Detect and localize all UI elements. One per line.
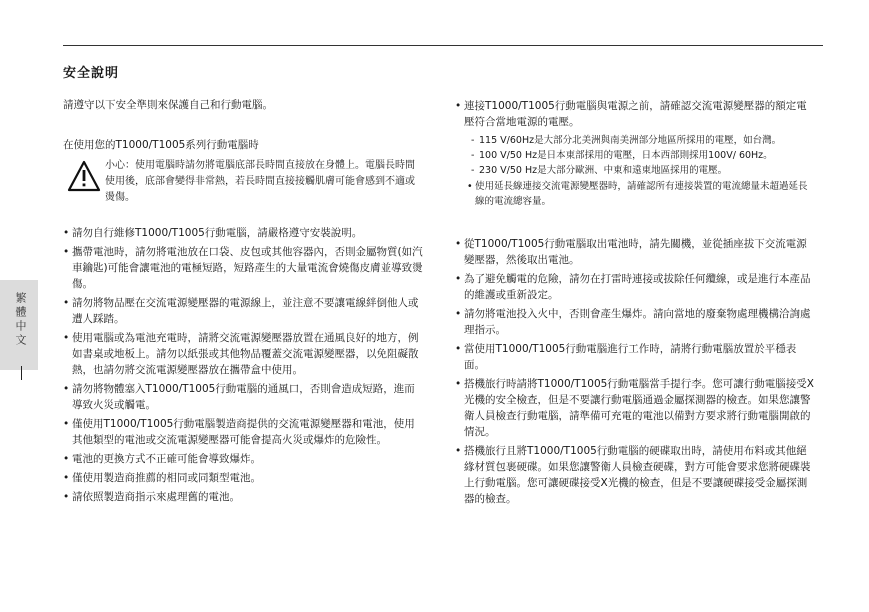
list-item: • 請勿將物體塞入T1000/T1005行動電腦的通風口，否則會造成短路，進而導致火災或觸電。 [63, 381, 425, 413]
top-rule [63, 45, 823, 46]
right-bullet-list [455, 236, 815, 510]
section-title: 安全說明 [63, 66, 120, 81]
voltage-line: - 100 V/50 Hz是日本東部採用的電壓，日本西部則採用100V/ 60Hz。 [455, 148, 815, 163]
intro-text: 請遵守以下安全準則來保護自己和行動電腦。 [63, 99, 273, 111]
caution-box [63, 158, 423, 220]
list-item: • 攜帶電池時，請勿將電池放在口袋、皮包或其他容器內，否則金屬物質(如汽車鑰匙)可能會讓電池的電極短路，短路產生的大量電流會燒傷皮膚並導致燙傷。 [63, 244, 425, 292]
list-item: • 僅使用製造商推薦的相同或同類型電池。 [63, 470, 425, 486]
warning-icon [67, 160, 101, 192]
list-item: • 請勿自行維修T1000/T1005行動電腦，請嚴格遵守安裝說明。 [63, 225, 425, 241]
caution-text: 小心：使用電腦時請勿將電腦底部長時間直接放在身體上。電腦長時間使用後，底部會變得非常熱，若長時間直接接觸肌膚可能會感到不適或燙傷。 [105, 160, 415, 203]
language-side-tab [0, 280, 38, 370]
list-item: • 連接T1000/T1005行動電腦與電源之前，請確認交流電源變壓器的額定電壓符合當地電源的電壓。 [455, 98, 815, 130]
list-item: • 電池的更換方式不正確可能會導致爆炸。 [63, 451, 425, 467]
list-item: • 搭機旅行時請將T1000/T1005行動電腦當手提行李。您可讓行動電腦接受X光機的安全檢查，但是不要讓行動電腦通過金屬探測器的檢查。如果您讓警衛人員檢查行動電腦，請準備可充電的電池以備對方要求將行動電腦開啟的情況。 [455, 376, 815, 440]
voltage-note: • 使用延長線連接交流電源變壓器時，請確認所有連接裝置的電流總量未超過延長線的電流總容量。 [455, 179, 815, 209]
list-item: • 從T1000/T1005行動電腦取出電池時，請先關機，並從插座拔下交流電源變壓器，然後取出電池。 [455, 236, 815, 268]
list-item: • 請依照製造商指示來處理舊的電池。 [63, 489, 425, 505]
list-item: • 為了避免觸電的危險，請勿在打雷時連接或拔除任何纜線，或是進行本產品的維護或重新設定。 [455, 271, 815, 303]
voltage-line: - 230 V/50 Hz是大部分歐洲、中東和遠東地區採用的電壓。 [455, 163, 815, 178]
list-item: • 搭機旅行且將T1000/T1005行動電腦的硬碟取出時，請使用布料或其他絕緣材質包裹硬碟。如果您讓警衛人員檢查硬碟，對方可能會要求您將硬碟裝上行動電腦。您可讓硬碟接受X光機的檢查，但是不要讓硬碟接受金屬探測器的檢查。 [455, 443, 815, 507]
voltage-line: - 115 V/60Hz是大部分北美洲與南美洲部分地區所採用的電壓，如台灣。 [455, 133, 815, 148]
list-item: • 僅使用T1000/T1005行動電腦製造商提供的交流電源變壓器和電池，使用其他類型的電池或交流電源變壓器可能會提高火災或爆炸的危險性。 [63, 416, 425, 448]
side-tab-divider [21, 366, 22, 380]
right-voltage-list [455, 98, 815, 212]
left-bullet-list [63, 225, 425, 508]
subhead-text: 在使用您的T1000/T1005系列行動電腦時 [63, 139, 259, 151]
side-tab-label: 繁體中文 [14, 292, 27, 348]
list-item: • 請勿將電池投入火中，否則會產生爆炸。請向當地的廢棄物處理機構洽詢處理指示。 [455, 306, 815, 338]
list-item: • 使用電腦或為電池充電時，請將交流電源變壓器放置在通風良好的地方，例如書桌或地板上。請勿以紙張或其他物品覆蓋交流電源變壓器，以免阻礙散熱，也請勿將交流電源變壓器放在攜帶盒中使用。 [63, 330, 425, 378]
list-item: • 請勿將物品壓在交流電源變壓器的電源線上，並注意不要讓電線絆倒他人或遭人踩踏。 [63, 295, 425, 327]
list-item: • 當使用T1000/T1005行動電腦進行工作時，請將行動電腦放置於平穩表面。 [455, 341, 815, 373]
